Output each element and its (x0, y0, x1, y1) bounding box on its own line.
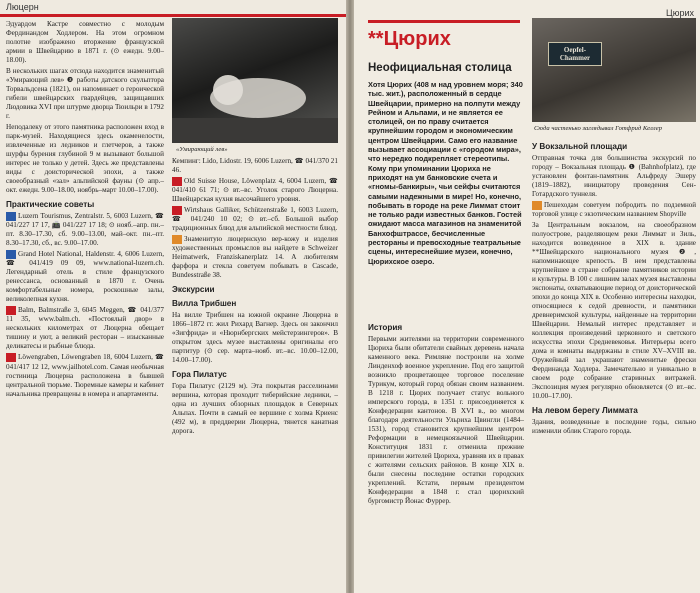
tavern-sign: Oepfel- Chammer (548, 42, 602, 66)
paragraph: За Центральным вокзалом, на своеобразном полуострове, разделяющем реки Лиммат и Зиль, находится возведенное в XIX в. здание **Швейцарского национального музея ❷, напоминающее крепость. В нем представлены крупнейшее в стране собрание памятников истории и культуры. В 100 с лишним залах музея выставлены экспонаты, охватывающие период от доисторической эпохи до конца XIX в. Особенно интересны находки, относящиеся к седой древности, и памятники древнеримской культуры, найденные на территории Швейцарии. Немалый интерес представляет и коллекция произведений церковного и светского искусства эпохи Средневековья. Интерьеры всего дома и комнаты выдержаны в стиле XV–XVIII вв. Оружейный зал украшают знаменитые фрески Фердинанда Ходлера. Замечательно и уникально в своем роде собрание старинных витражей. Экспозиция музея регулярно обновляется (⊙ вт.–вс. 10.00–17.00). (532, 220, 696, 400)
section-heading: У Вокзальной площади (532, 142, 628, 151)
running-head: Цюрих (666, 8, 694, 18)
paragraph: Неподалеку от этого памятника расположен вход в парк-музей. Находящиеся здесь окаменелости, извлеченные из ледников и глетчеров, а также шурфы бурения глубиной 9 м вызывают большой интерес не только у детей. Здесь же представлены виды с доисторической эпохи, а также своеобразный «зал» альпийской фауны (⊙ апр.–окт. ежедн. 9.00–18.00, ноябрь–март 10.00–17.00). (6, 123, 164, 194)
paragraph: В нескольких шагах отсюда находится знаменитый «Умирающий лев» ❸ работы датского скульптора Торвальдсена (1821), он напоминает о героической гибели швейцарских гвардейцев, защищавших Людовика XVI при штурме дворца Тюильри в 1792 г. (6, 67, 164, 120)
street-photo (532, 18, 696, 122)
section-heading: Практические советы (6, 200, 95, 209)
sub-heading: Гора Пилатус (172, 370, 227, 380)
paragraph: Эдуардом Кастре совместно с молодым Фердинандом Ходлером. На этом огромном полотне изображено вторжение французской армии в Швейцарию в 1871 г. (⊙ ежедн. 9.00–18.00). (6, 20, 164, 64)
hotel-icon (6, 306, 16, 315)
section-heading: На левом берегу Лиммата (532, 405, 638, 415)
tip-item: Wirtshaus Galliker, Schützenstraße 1, 6003 Luzern, ☎ 041/240 10 02; ⊙ вт.–сб. Большой выбор традиционных блюд для альпийской местности блюд. (172, 206, 338, 233)
right-column-2 (532, 137, 696, 589)
photo-caption: Сюда частенько заглядывал Готфрид Келлер (534, 125, 663, 132)
tip-item: Grand Hotel National, Haldenstr. 4, 6006 Luzern, ☎ 041/419 09 09, www.national-luzern.ch. Легендарный отель в стиле французского ренессанса, основанный в 1870 г. Очень комфортабельные номера, роскошные залы, великолепная кухня. (6, 250, 164, 304)
left-column-2 (172, 157, 338, 587)
page-subtitle: Неофициальная столица (368, 62, 512, 74)
header-rule (0, 14, 346, 17)
info-icon (6, 212, 16, 221)
paragraph: Гора Пилатус (2129 м). Эта покрытая расселинами вершина, которая проходит тиберийские ледники, – одна из лучших обзорных площадок в Северных Альпах. Почти в самый ее вершине с холма Криенс (492 м), в преддверии Люцерна, тянется канатная дорога. (172, 382, 338, 436)
photo-caption: «Умирающий лев» (176, 146, 228, 153)
paragraph: Здания, возведенные в последние годы, сильно изменили облик Старого города. (532, 417, 696, 435)
tip-item: Кемпинг: Lido, Lidostr. 19, 6006 Luzern, ☎ 041/370 21 46. (172, 157, 338, 174)
paragraph: На вилле Трибшен на южной окраине Люцерна в 1866–1872 гг. жил Рихард Вагнер. Здесь он закончил «Зигфрида» и «Нюрнбергских мейстерзингеров». В открытом здесь музее выставлены оригиналы его партитур (⊙ сер. марта–нояб. вт.–вс. 10.00–12.00, 14.00–17.00). (172, 311, 338, 365)
lead-paragraph: Хотя Цюрих (408 м над уровнем моря; 340 тыс. жит.), расположенный в сердце Швейцарии, примерно на полпути между Рейном и Альпами, и не является ее столицей, он по праву считается крупнейшим городом и экономическим центром Швейцарии. Само его название вызывает ассоциации с «городом мира», что нередко подкрепляет стереотипы. Кому при упоминании Цюриха не приходят на ум банковские счета и «гномы-банкиры», чьи сейфы считаются самыми надежными в мире! Но, конечно, побывать в городе на реке Лиммат стоит не только ради известных банков. Гостей ожидают масса магазинов на знаменитой Банхофштрассе, бесчисленные рестораны и превосходные театральные сцены, интереснейшие музеи, конечно, Цюрихское озеро. (368, 80, 523, 266)
restaurant-icon (172, 206, 182, 215)
tip-item: Luzern Tourismus, Zentralstr. 5, 6003 Luzern, ☎ 041/227 17 17, 📠 041/227 17 18; ⊙ нояб.–апр. пн.–пт. 8.30–17.30, сб. 9.00–13.00, май–окт. пн.–пт. 8.30–17.30, сб., вс. 9.00–17.00. (6, 212, 164, 248)
hotel-icon (6, 250, 16, 259)
lion-sculpture-icon (172, 18, 338, 143)
shopping-icon (532, 201, 542, 210)
tip-item: Знаменитую люцернскую вер-кожу и изделия художественных промыслов вы найдете в Schweizer Heimatwerk, Franziskanerplatz 14. А любителям фарфора и стекла советуем побывать в Cascade, Bundesstraße 38. (172, 235, 338, 280)
tip-item: Löwengraben, Löwengraben 18, 6004 Luzern, ☎ 041/417 12 12, www.jailhotel.com. Самая необычная гостиница Люцерна расположена в бывшей центральной тюрьме. Тюремные камеры и кабинет начальника превращены в номера и апартаменты. (6, 353, 164, 398)
lion-monument-photo (172, 18, 338, 143)
book-gutter (346, 0, 354, 593)
title-rule (368, 20, 520, 23)
section-heading: История (368, 323, 403, 332)
running-head: Люцерн (6, 2, 39, 12)
tip-item: Пешеходам советуем побродить по подземной торговой улице с экзотическим названием Shopville (532, 201, 696, 218)
paragraph: Первыми жителями на территории современного Цюриха были обитатели свайных деревень начала каменного века. Римляне построили на холме Линденхоф военное укрепление. Под его защитой возникло процветающее торговое поселение Турикум, который город обязан своим названием. В 1218 г. Цюрих получает статус вольного имперского города, в 1351 г. присоединяется к Конфедерации кантонов. В XVI в., во многом благодаря деятельности Ульриха Цвингли (1484–1531), город становится крупнейшим центром Реформации в немецкоязычной Швейцарии. Конституция 1831 г. отменила прежние привилегии жителей Цюриха, уравняв их в правах с жителями сельских районов. В конце XIX в. были снесены последние остатки городских укреплений. Кстати, первым президентом Конфедерации в 1848 г. стал цюрихский бургомистр Йонас Фуррер. (368, 335, 524, 505)
shopping-icon (172, 235, 182, 244)
page-title: **Цюрих (368, 28, 451, 50)
right-page (354, 0, 700, 593)
left-page (0, 0, 346, 593)
hotel-icon (6, 353, 16, 362)
sub-heading: Вилла Трибшен (172, 299, 237, 309)
paragraph: Отправная точка для большинства экскурсий по городу – Вокзальная площадь ❶ (Bahnhofplatz), где установлен фонтан-памятник Альфреду Эшеру (1819–1882), инициатору проведения Сен-Готардского туннеля. (532, 154, 696, 198)
section-heading: Экскурсии (172, 285, 215, 295)
tip-item: Old Suisse House, Löwenplatz 4, 6004 Luzern, ☎ 041/410 61 71; ⊙ вт.–вс. Уголок старого Люцерна. Швейцарская кухня высочайшего уровня. (172, 177, 338, 204)
left-column-1 (6, 20, 164, 398)
restaurant-icon (172, 177, 182, 186)
right-column-1 (368, 318, 524, 588)
tip-item: Balm, Balmstraße 3, 6045 Meggen, ☎ 041/377 11 35, www.balm.ch. «Постоялый двор» в нескольких километрах от Люцерна обещает тишину и уют, а великий ресторан – изысканные деликатесы и рыбные блюда. (6, 306, 164, 351)
